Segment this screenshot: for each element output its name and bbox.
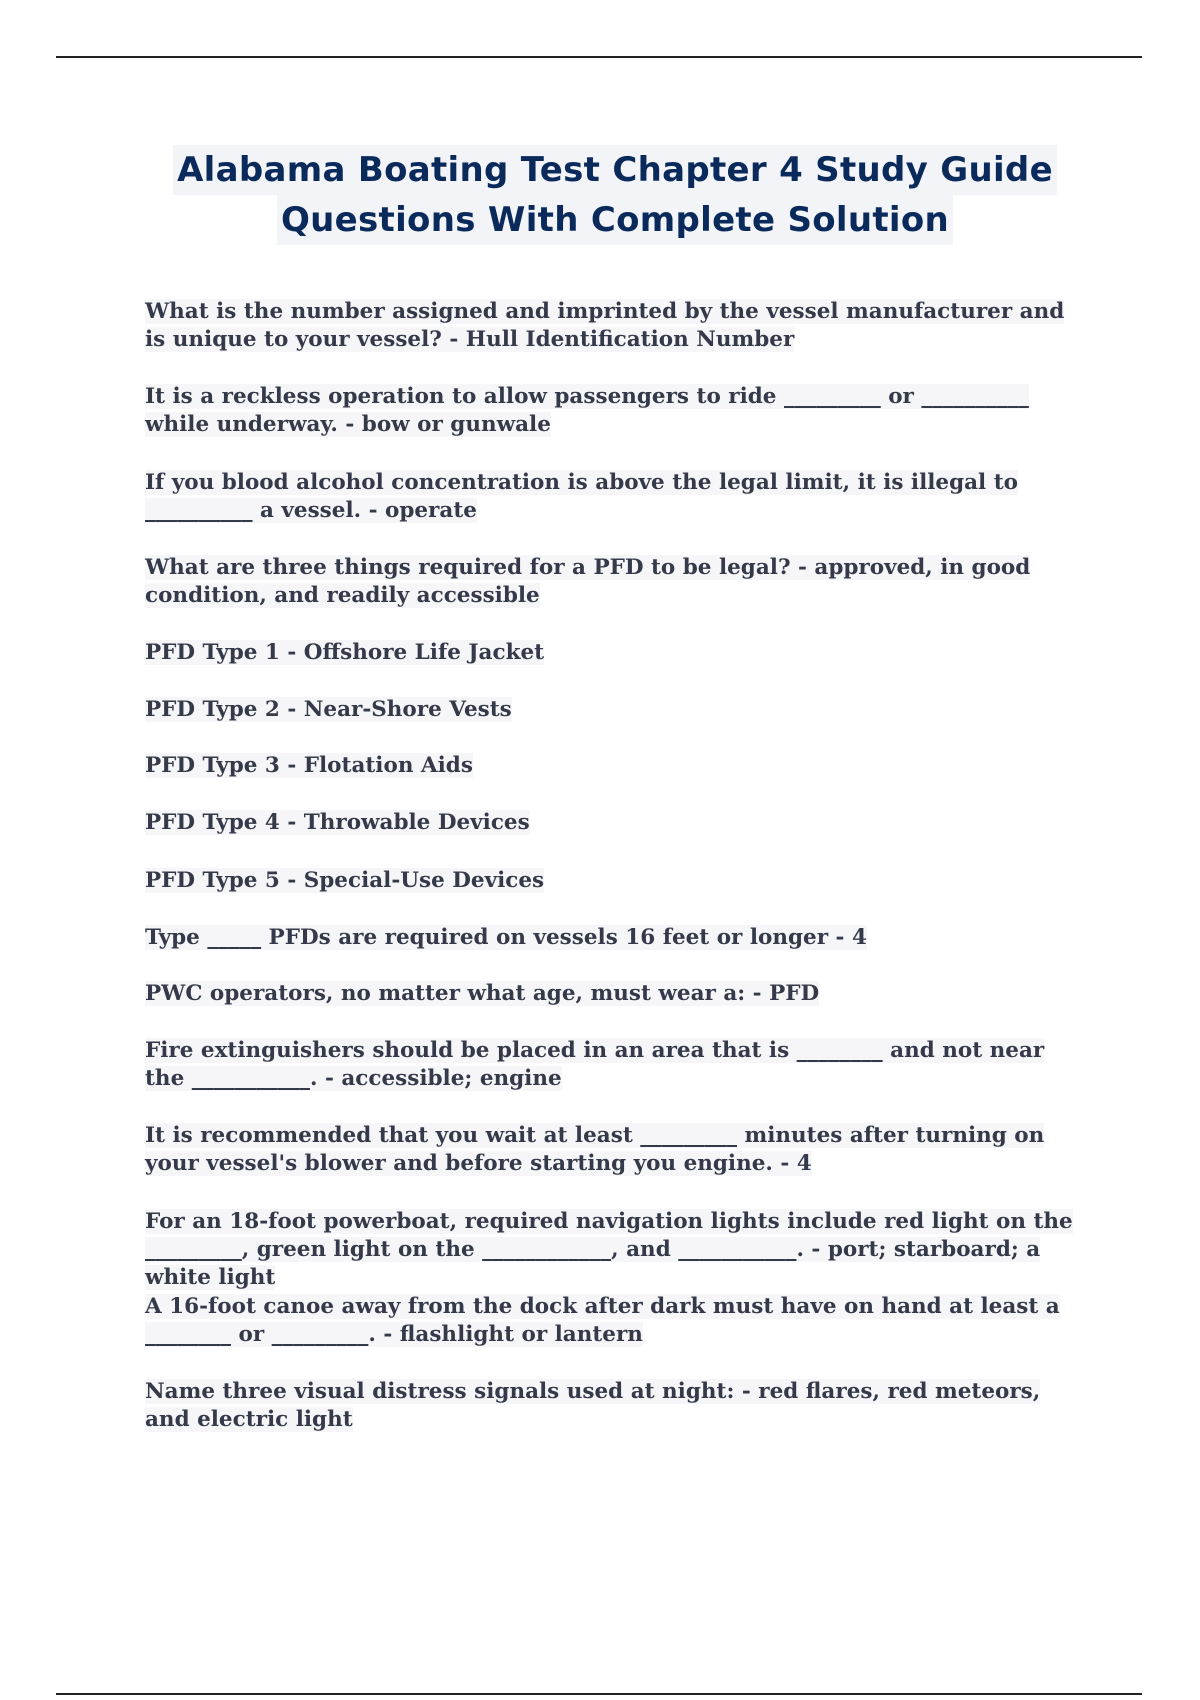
qa-item-2: It is a reckless operation to allow passengers to ride _________ or __________ while underway. - bow or gunwale [145,384,1029,437]
qa-item-12: Fire extinguishers should be placed in an area that is ________ and not near the ___________. - accessible; engine [145,1038,1045,1091]
qa-item-9: PFD Type 5 - Special-Use Devices [145,868,545,893]
qa-item-3: If you blood alcohol concentration is above the legal limit, it is illegal to __________ a vessel. - operate [145,470,1018,523]
qa-item-10: Type _____ PFDs are required on vessels 16 feet or longer - 4 [145,925,867,950]
footer-rule [56,1693,1142,1695]
qa-item-8: PFD Type 4 - Throwable Devices [145,810,530,835]
qa-item-6: PFD Type 2 - Near-Shore Vests [145,697,512,722]
title-line-2: Questions With Complete Solution [277,195,953,245]
qa-item-16: Name three visual distress signals used at night: - red flares, red meteors, and electric light [145,1379,1041,1432]
qa-item-4: What are three things required for a PFD to be legal? - approved, in good condition, and readily accessible [145,555,1031,608]
qa-item-14: For an 18-foot powerboat, required navigation lights include red light on the _________, green light on the ____________, and ___________. - port; starboard; a white light [145,1209,1073,1290]
qa-item-1: What is the number assigned and imprinted by the vessel manufacturer and is unique to your vessel? - Hull Identification Number [145,299,1065,352]
title-line-1: Alabama Boating Test Chapter 4 Study Guide [173,145,1057,195]
document-title [100,145,1130,245]
qa-item-15: A 16-foot canoe away from the dock after dark must have on hand at least a ________ or _________. - flashlight or lantern [145,1294,1060,1347]
qa-item-7: PFD Type 3 - Flotation Aids [145,753,473,778]
qa-item-13: It is recommended that you wait at least _________ minutes after turning on your vessel's blower and before starting you engine. - 4 [145,1123,1045,1176]
header-rule [56,56,1142,58]
qa-item-5: PFD Type 1 - Offshore Life Jacket [145,640,545,665]
qa-item-11: PWC operators, no matter what age, must wear a: - PFD [145,981,820,1006]
